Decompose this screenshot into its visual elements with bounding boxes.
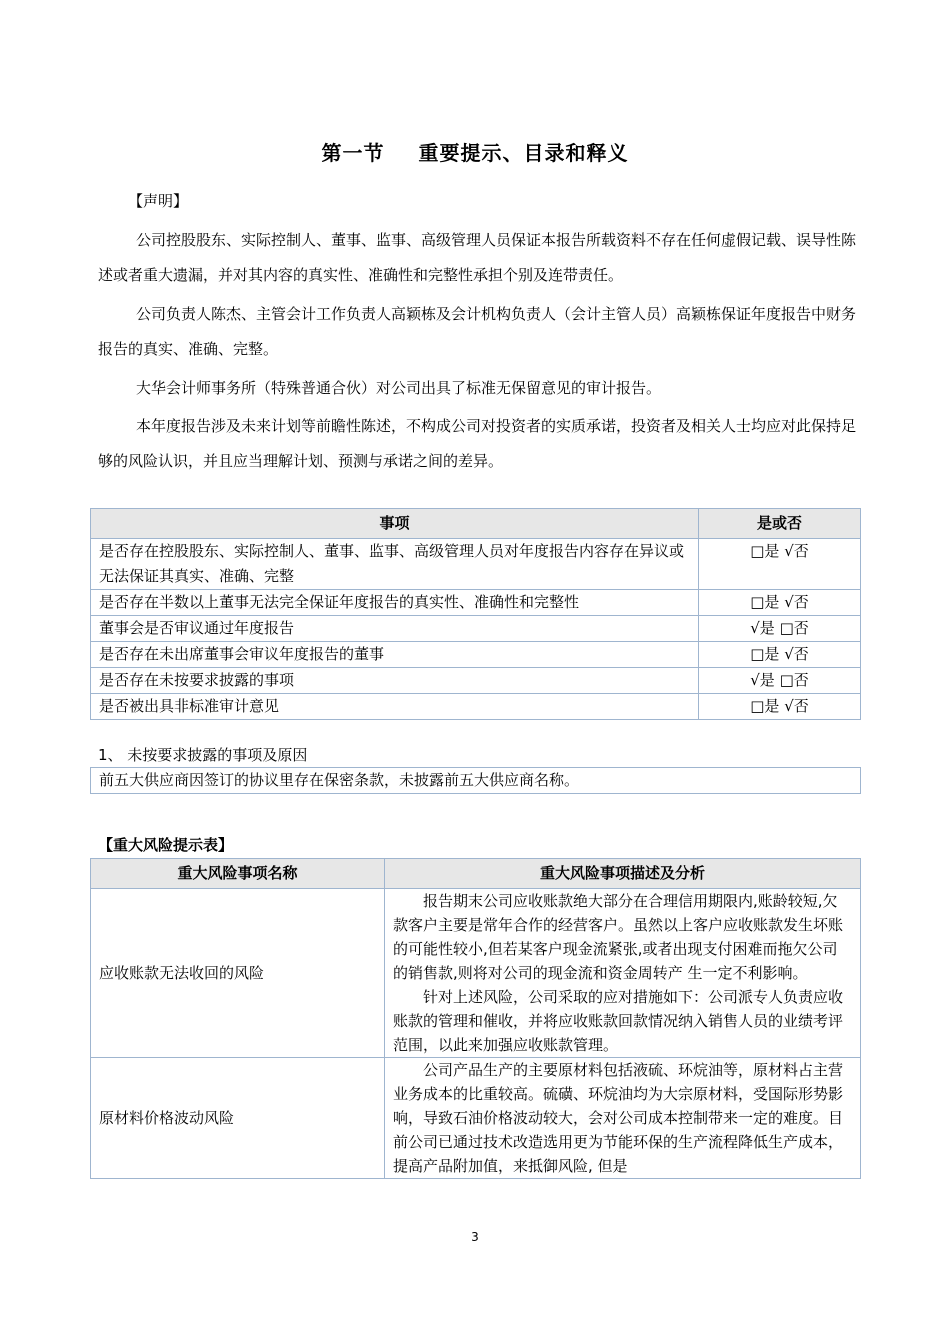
undisclosed-table: [90, 767, 861, 794]
risk-description: [385, 1058, 861, 1179]
table-row: [91, 616, 861, 642]
table-header-row: [91, 859, 861, 889]
column-header: 重大风险事项名称: [91, 859, 385, 889]
page-title: [0, 137, 950, 166]
column-header: 重大风险事项描述及分析: [385, 859, 861, 889]
undisclosed-content: 前五大供应商因签订的协议里存在保密条款，未披露前五大供应商名称。: [91, 768, 861, 794]
matter-answer: □是 √否: [699, 590, 861, 616]
matter-answer: □是 √否: [699, 642, 861, 668]
statement-paragraph: 公司控股股东、实际控制人、董事、监事、高级管理人员保证本报告所载资料不存在任何虚假记载、误导性陈述或者重大遗漏，并对其内容的真实性、准确性和完整性承担个别及连带责任。: [98, 231, 857, 284]
risk-paragraph: 报告期末公司应收账款绝大部分在合理信用期限内,账龄较短,欠款客户主要是常年合作的经营客户。虽然以上客户应收账款发生坏账的可能性较小,但若某客户现金流紧张,或者出现支付困难而拖欠公司的销售款,则将对公司的现金流和资金周转产 生一定不利影响。: [393, 892, 844, 982]
risk-paragraph: 公司产品生产的主要原材料包括液硫、环烷油等，原材料占主营业务成本的比重较高。硫磺、环烷油均为大宗原材料，受国际形势影响，导致石油价格波动较大，会对公司成本控制带来一定的难度。目前公司已通过技术改造选用更为节能环保的生产流程降低生产成本，提高产品附加值，来抵御风险, 但是: [393, 1061, 844, 1175]
undisclosed-title: 1、 未按要求披露的事项及原因: [98, 746, 308, 764]
matter-item: 是否存在控股股东、实际控制人、董事、监事、高级管理人员对年度报告内容存在异议或无法保证其真实、准确、完整: [91, 539, 699, 590]
statement-paragraph: 大华会计师事务所（特殊普通合伙）对公司出具了标准无保留意见的审计报告。: [136, 379, 662, 397]
matter-item: 是否存在未出席董事会审议年度报告的董事: [91, 642, 699, 668]
risk-name: 原材料价格波动风险: [91, 1058, 385, 1179]
matters-table: [90, 508, 861, 720]
matter-item: 是否被出具非标准审计意见: [91, 694, 699, 720]
section-title: 重要提示、目录和释义: [418, 141, 629, 165]
matter-answer: □是 √否: [699, 694, 861, 720]
table-row: [91, 590, 861, 616]
table-row: [91, 642, 861, 668]
matter-item: 董事会是否审议通过年度报告: [91, 616, 699, 642]
matter-answer: □是 √否: [699, 539, 861, 590]
risk-description: [385, 889, 861, 1058]
column-header: 事项: [91, 509, 699, 539]
table-row: [91, 889, 861, 1058]
matter-item: 是否存在未按要求披露的事项: [91, 668, 699, 694]
table-row: [91, 1058, 861, 1179]
table-row: [91, 539, 861, 590]
column-header: 是或否: [699, 509, 861, 539]
statement-paragraph: 公司负责人陈杰、主管会计工作负责人高颖栋及会计机构负责人（会计主管人员）高颖栋保证年度报告中财务报告的真实、准确、完整。: [98, 305, 857, 358]
statement-paragraph: 本年度报告涉及未来计划等前瞻性陈述，不构成公司对投资者的实质承诺，投资者及相关人士均应对此保持足够的风险认识，并且应当理解计划、预测与承诺之间的差异。: [98, 417, 857, 470]
risk-table-label: 【重大风险提示表】: [98, 836, 234, 854]
matter-answer: √是 □否: [699, 616, 861, 642]
risk-name: 应收账款无法收回的风险: [91, 889, 385, 1058]
table-row: [91, 668, 861, 694]
matter-item: 是否存在半数以上董事无法完全保证年度报告的真实性、准确性和完整性: [91, 590, 699, 616]
table-row: [91, 694, 861, 720]
risk-paragraph: 针对上述风险，公司采取的应对措施如下：公司派专人负责应收账款的管理和催收，并将应收账款回款情况纳入销售人员的业绩考评范围，以此来加强应收账款管理。: [393, 988, 844, 1054]
statement-label: 【声明】: [128, 192, 189, 210]
page-number: 3: [471, 1230, 479, 1244]
matter-answer: √是 □否: [699, 668, 861, 694]
table-row: [91, 768, 861, 794]
table-header-row: [91, 509, 861, 539]
risk-table: [90, 858, 861, 1179]
section-number: 第一节: [321, 141, 385, 165]
